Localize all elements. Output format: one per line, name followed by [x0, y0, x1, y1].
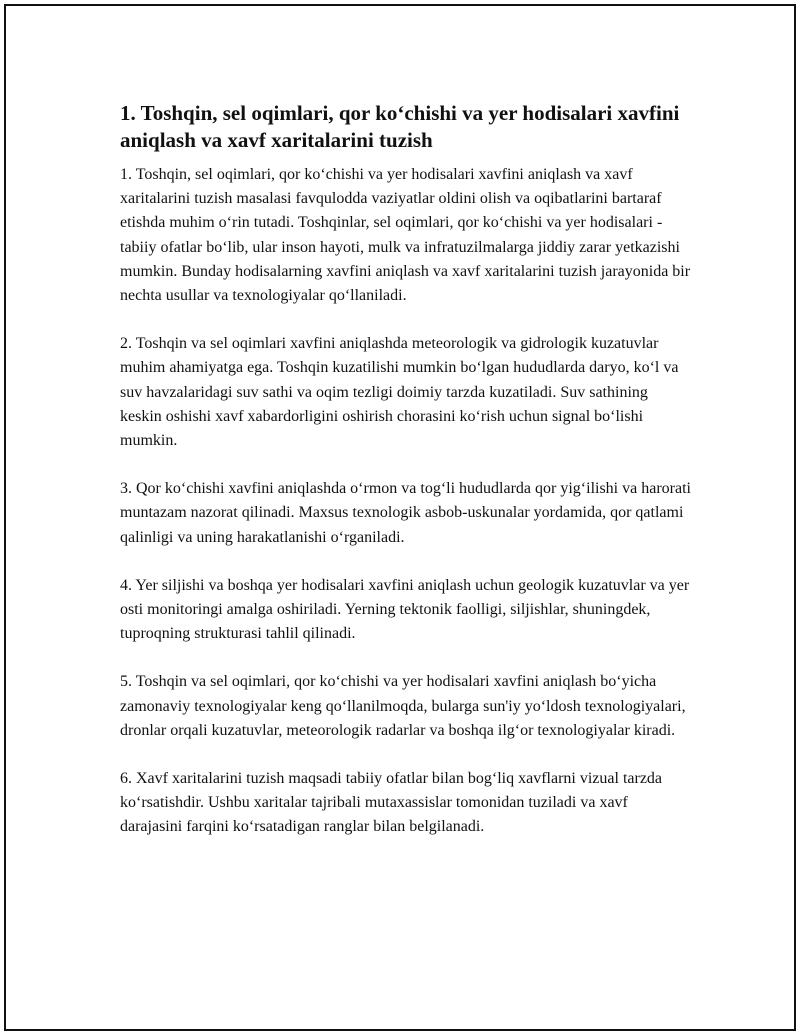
document-title: 1. Toshqin, sel oqimlari, qor ko‘chishi va yer hodisalari xavfini aniqlash va xavf xaritalarini tuzish — [120, 101, 680, 152]
document-body — [120, 100, 692, 864]
paragraph-2: 2. Toshqin va sel oqimlari xavfini aniqlashda meteorologik va gidrologik kuzatuvlar muhim ahamiyatga ega. Toshqin kuzatilishi mumkin bo‘lgan hududlarda daryo, ko‘l va suv havzalaridagi suv sathi va oqim tezligi doimiy tarzda kuzatiladi. Suv sathining keskin oshishi xavf xabardorligini oshirish chorasini ko‘rish uchun signal bo‘lishi mumkin. — [120, 335, 679, 450]
paragraph-6: 6. Xavf xaritalarini tuzish maqsadi tabiiy ofatlar bilan bog‘liq xavflarni vizual tarzda ko‘rsatishdir. Ushbu xaritalar tajribali mutaxassislar tomonidan tuziladi va xavf darajasini farqini ko‘rsatadigan ranglar bilan belgilanadi. — [120, 770, 663, 836]
document-page — [4, 4, 796, 1031]
paragraph-5: 5. Toshqin va sel oqimlari, qor ko‘chishi va yer hodisalari xavfini aniqlash bo‘yicha zamonaviy texnologiyalar keng qo‘llanilmoqda, bularga sun'iy yo‘ldosh texnologiyalari, dronlar orqali kuzatuvlar, meteorologik radarlar va boshqa ilg‘or texnologiyalar kiradi. — [120, 673, 686, 739]
paragraph-1: 1. Toshqin, sel oqimlari, qor ko‘chishi va yer hodisalari xavfini aniqlash va xavf xaritalarini tuzish masalasi favqulodda vaziyatlar oldini olish va oqibatlarini bartaraf etishda muhim o‘rin tutadi. Toshqinlar, sel oqimlari, qor ko‘chishi va yer hodisalari - tabiiy ofatlar bo‘lib, ular inson hayoti, mulk va infratuzilmalarga jiddiy zarar yetkazishi mumkin. Bunday hodisalarning xavfini aniqlash va xavf xaritalarini tuzish jarayonida bir nechta usullar va texnologiyalar qo‘llaniladi. — [120, 166, 691, 305]
paragraph-3: 3. Qor ko‘chishi xavfini aniqlashda o‘rmon va tog‘li hududlarda qor yig‘ilishi va harorati muntazam nazorat qilinadi. Maxsus texnologik asbob-uskunalar yordamida, qor qatlami qalinligi va uning harakatlanishi o‘rganiladi. — [120, 480, 691, 546]
paragraph-4: 4. Yer siljishi va boshqa yer hodisalari xavfini aniqlash uchun geologik kuzatuvlar va yer osti monitoringi amalga oshiriladi. Yerning tektonik faolligi, siljishlar, shuningdek, tuproqning strukturasi tahlil qilinadi. — [120, 576, 690, 643]
